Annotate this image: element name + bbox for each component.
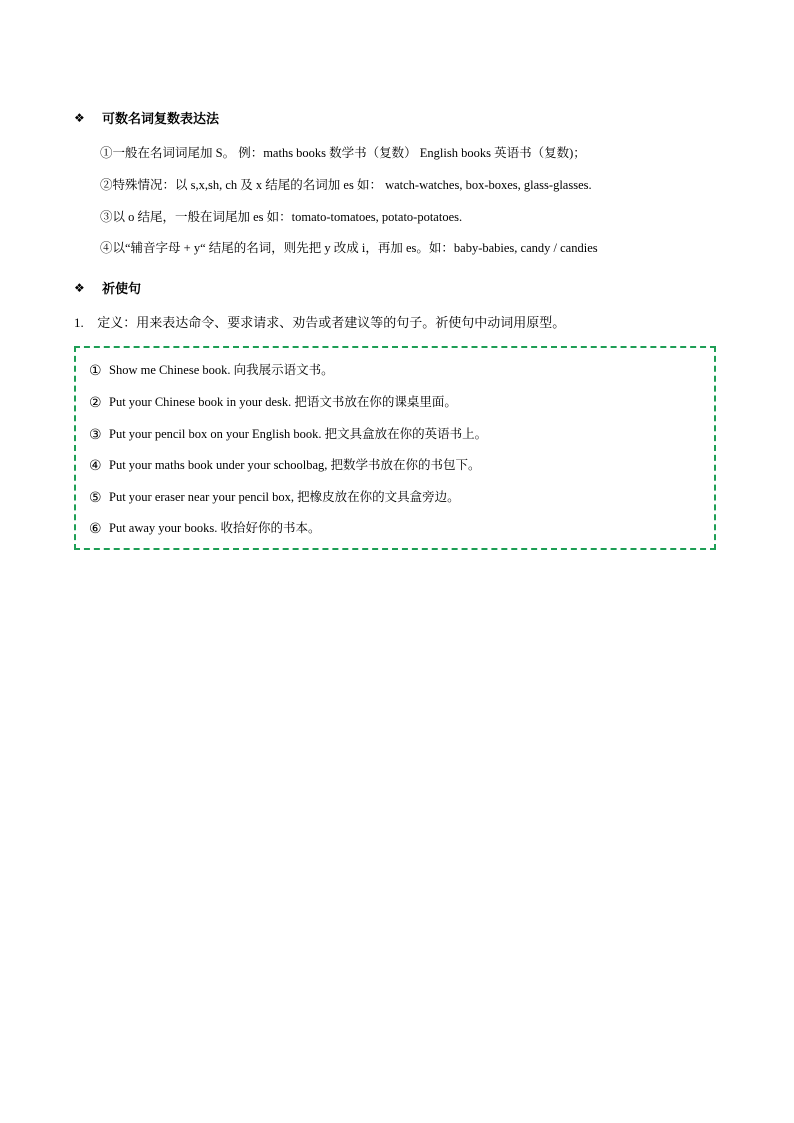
rule-line-3: ③以 o 结尾，一般在词尾加 es 如：tomato-tomatoes, potato-potatoes. — [100, 210, 463, 224]
definition-number: 1. — [74, 315, 84, 330]
example-line — [89, 459, 481, 473]
circled-number: ④ — [89, 458, 102, 474]
example-box — [74, 346, 716, 550]
example-text: Show me Chinese book. 向我展示语文书。 — [109, 363, 334, 377]
example-text: Put your maths book under your schoolbag, 把数学书放在你的书包下。 — [109, 458, 481, 472]
example-line — [89, 522, 320, 536]
section-title: 祈使句 — [102, 282, 142, 297]
example-line — [89, 396, 457, 410]
circled-number: ⑤ — [89, 490, 102, 506]
circled-number: ① — [89, 363, 102, 379]
definition-line — [74, 316, 565, 329]
circled-number: ② — [89, 395, 102, 411]
rule-line-2: ②特殊情况：以 s,x,sh, ch 及 x 结尾的名词加 es 如： watch-watches, box-boxes, glass-glasses. — [100, 178, 592, 192]
example-text: Put your eraser near your pencil box, 把橡皮放在你的文具盒旁边。 — [109, 490, 460, 504]
section-heading-plural-nouns — [74, 108, 219, 127]
diamond-bullet-icon: ❖ — [74, 280, 85, 295]
example-text: Put your pencil box on your English book. 把文具盒放在你的英语书上。 — [109, 427, 488, 441]
example-text: Put your Chinese book in your desk. 把语文书放在你的课桌里面。 — [109, 395, 457, 409]
diamond-bullet-icon: ❖ — [74, 110, 85, 125]
circled-number: ⑥ — [89, 521, 102, 537]
example-line — [89, 364, 334, 378]
example-line — [89, 428, 487, 442]
example-line — [89, 491, 460, 505]
example-text: Put away your books. 收拾好你的书本。 — [109, 521, 321, 535]
circled-number: ③ — [89, 427, 102, 443]
definition-text: 定义：用来表达命令、要求请求、劝告或者建议等的句子。祈使句中动词用原型。 — [97, 315, 566, 330]
rule-line-4: ④以“辅音字母 + y“ 结尾的名词，则先把 y 改成 i，再加 es。如：baby-babies, candy / candies — [100, 241, 598, 255]
rule-line-1: ①一般在名词词尾加 S。 例：maths books 数学书（复数） English books 英语书（复数)； — [100, 146, 586, 160]
section-title: 可数名词复数表达法 — [102, 112, 220, 127]
section-heading-imperative — [74, 278, 141, 297]
